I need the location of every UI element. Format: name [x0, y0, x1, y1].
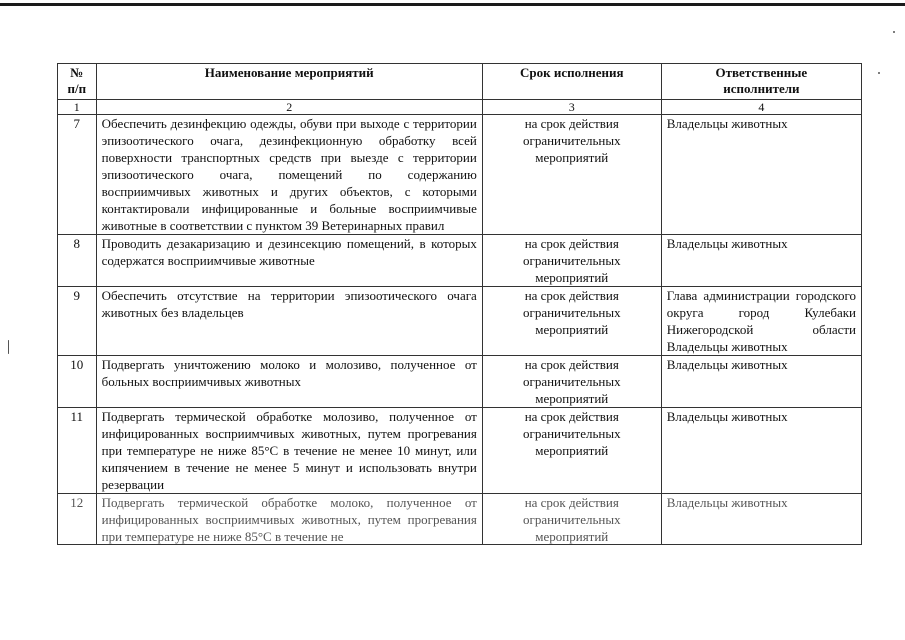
responsible: Владельцы животных	[661, 408, 861, 494]
deadline: на срок действия ограничительных мероприятий	[482, 235, 661, 287]
table-row	[58, 494, 862, 545]
responsible: Владельцы животных	[661, 115, 861, 235]
deadline: на срок действия ограничительных мероприятий	[523, 495, 621, 544]
deadline: на срок действия ограничительных мероприятий	[482, 356, 661, 408]
table-row	[58, 408, 862, 494]
scan-speck	[893, 31, 895, 33]
column-number-cell: 1	[58, 100, 97, 115]
deadline-cell	[482, 494, 661, 545]
row-number: 11	[58, 408, 97, 494]
row-number: 9	[58, 287, 97, 356]
responsible: Владельцы животных	[661, 494, 861, 545]
deadline: на срок действия ограничительных мероприятий	[482, 115, 661, 235]
column-number-cell: 2	[96, 100, 482, 115]
deadline: на срок действия ограничительных мероприятий	[482, 287, 661, 356]
activity-name: Обеспечить дезинфекцию одежды, обуви при выходе с территории эпизоотического очага, дезинфекционную обработку всей поверхности транспортных средств при выезде с территории эпизоотического очага, помещений по содержанию восприимчивых животных и других объектов, с которыми контактировали инфицированные и больные восприимчивые животные в соответствии с пунктом 39 Ветеринарных правил	[96, 115, 482, 235]
measures-table	[57, 63, 862, 545]
table-row	[58, 356, 862, 408]
top-border-line	[0, 3, 905, 6]
row-number: 8	[58, 235, 97, 287]
header-row	[58, 64, 862, 100]
header-deadline: Срок исполнения	[482, 64, 661, 100]
column-number-cell: 3	[482, 100, 661, 115]
column-number-row	[58, 100, 862, 115]
activity-name: Подвергать термической обработке молозиво, полученное от инфицированных восприимчивых животных, путем прогревания при температуре не ниже 85°С в течение не менее 10 минут, или кипячением в течение не менее 5 минут и использовать внутри резервации	[96, 408, 482, 494]
scan-mark	[8, 340, 9, 354]
activity-name: Проводить дезакаризацию и дезинсекцию помещений, в которых содержатся восприимчивые животные	[96, 235, 482, 287]
responsible-secondary: Владельцы животных	[666, 339, 788, 354]
activity-name: Обеспечить отсутствие на территории эпизоотического очага животных без владельцев	[96, 287, 482, 356]
deadline: на срок действия ограничительных мероприятий	[482, 408, 661, 494]
activity-name-cell	[96, 494, 482, 545]
activity-name: Подвергать уничтожению молоко и молозиво, полученное от больных восприимчивых животных	[96, 356, 482, 408]
responsible: Владельцы животных	[661, 235, 861, 287]
row-number: 10	[58, 356, 97, 408]
header-responsible: Ответственные исполнители	[661, 64, 861, 100]
table-row	[58, 115, 862, 235]
table-row	[58, 235, 862, 287]
responsible-cell	[661, 287, 861, 356]
row-number: 12	[58, 494, 97, 545]
responsible: Владельцы животных	[661, 356, 861, 408]
scan-speck	[878, 72, 880, 74]
activity-name: Подвергать термической обработке молоко, полученное от инфицированных восприимчивых животных, путем прогревания при температуре не ниже 85°С в течение не	[101, 495, 477, 544]
responsible: Глава администрации городского округа город Кулебаки Нижегородской области	[666, 288, 856, 337]
header-activity-name: Наименование мероприятий	[96, 64, 482, 100]
header-number: № п/п	[58, 64, 97, 100]
column-number-cell: 4	[661, 100, 861, 115]
table-row	[58, 287, 862, 356]
row-number: 7	[58, 115, 97, 235]
